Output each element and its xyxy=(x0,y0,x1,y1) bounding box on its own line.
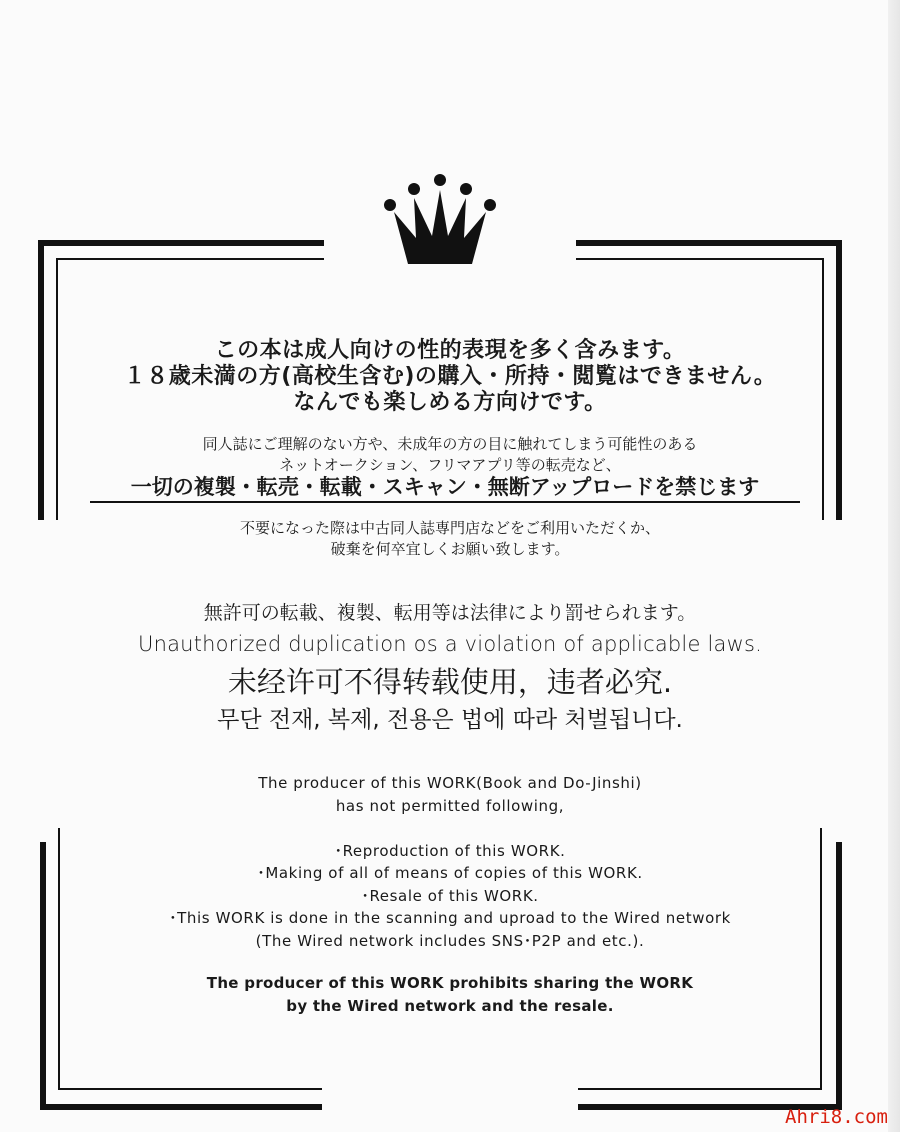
english-prohibition xyxy=(40,972,860,1017)
law-notice-chinese: 未经许可不得转载使用，违者必究. xyxy=(227,665,673,699)
request-line: 不要になった際は中古同人誌専門店などをご利用いただくか、 xyxy=(239,519,660,537)
warning-line: この本は成人向けの性的表現を多く含みます。 xyxy=(214,338,686,363)
english-line-blank xyxy=(40,817,860,840)
disposal-request xyxy=(40,518,860,560)
resale-line: 同人誌にご理解のない方や、未成年の方の目に触れてしまう可能性のある xyxy=(202,435,698,453)
english-line: has not permitted following, xyxy=(335,796,565,815)
english-bold-line: The producer of this WORK prohibits sharing the WORK xyxy=(206,974,694,992)
warning-line: なんでも楽しめる方向けです。 xyxy=(293,390,607,415)
english-line: The producer of this WORK(Book and Do-Jinshi) xyxy=(258,774,642,792)
law-notice-korean: 무단 전재, 복제, 전용은 법에 따라 처벌됩니다. xyxy=(217,707,683,733)
law-notice-english: Unauthorized duplication os a violation of applicable laws. xyxy=(138,632,762,656)
english-line: ･Resale of this WORK. xyxy=(361,886,539,905)
page-edge xyxy=(888,0,900,1132)
prohibition-statement: 一切の複製・転売・転載・スキャン・無断アップロードを禁じます xyxy=(90,474,800,503)
english-line: (The Wired network includes SNS･P2P and etc.). xyxy=(255,931,645,950)
crown-icon xyxy=(380,172,500,268)
adult-content-warning xyxy=(40,338,860,416)
english-notice xyxy=(40,772,860,952)
english-line: ･This WORK is done in the scanning and uproad to the Wired network xyxy=(169,909,731,927)
site-watermark: Ahri8.com xyxy=(785,1106,888,1128)
english-bold-line: by the Wired network and the resale. xyxy=(286,996,614,1015)
resale-notice xyxy=(40,434,860,476)
warning-line: １８歳未満の方(高校生含む)の購入・所持・閲覧はできません。 xyxy=(123,364,777,389)
resale-line: ネットオークション、フリマアプリ等の転売など、 xyxy=(279,456,621,474)
english-line: ･Making of all of means of copies of this WORK. xyxy=(257,864,643,882)
law-notice-japanese: 無許可の転載、複製、転用等は法律により罰せられます。 xyxy=(203,602,697,624)
english-line: ･Reproduction of this WORK. xyxy=(334,841,566,860)
request-line: 破棄を何卒宜しくお願い致します。 xyxy=(330,540,570,558)
